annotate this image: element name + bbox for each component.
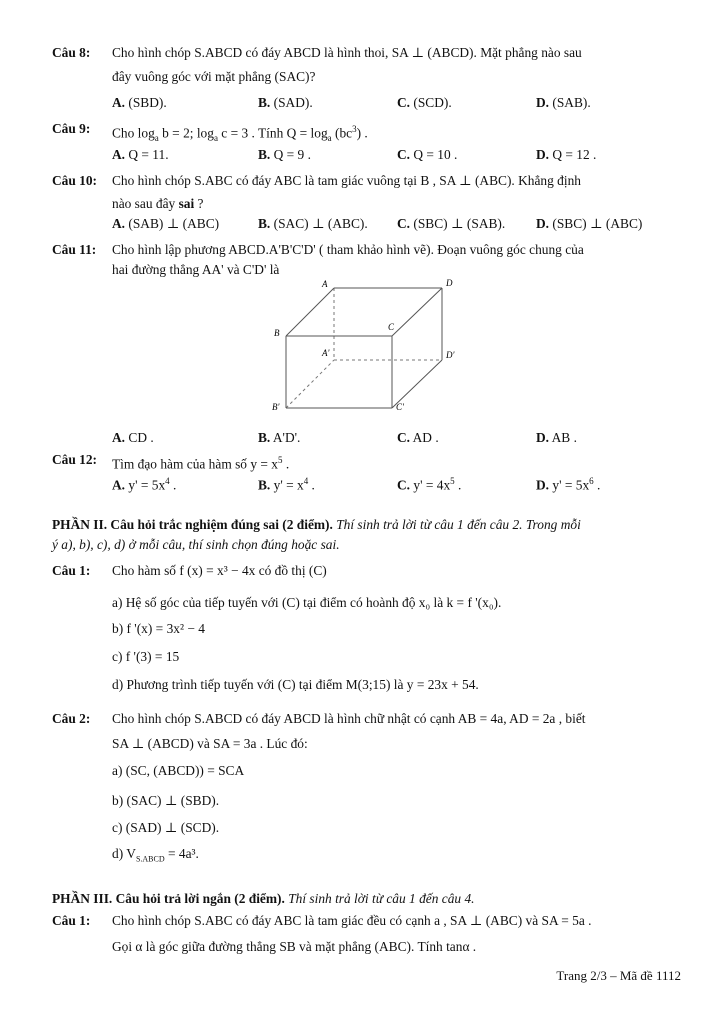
question-9-option-a: A. Q = 11. [112,147,169,162]
question-9-option-b: B. Q = 9 . [258,147,311,162]
vertex-label-c: C [388,322,395,332]
question-11-stem-line2: hai đường thẳng AA' và C'D' là [112,262,280,277]
question-12-option-a: A. $y' = 5x^4$ . [112,476,177,493]
question-11-option-d: D. AB . [536,430,577,445]
question-8-stem-line2: đây vuông góc với mặt phẳng (SAC)? [112,69,316,84]
question-8-stem-line1: Cho hình chóp S.ABCD có đáy ABCD là hình thoi, SA ⊥ (ABCD). Mặt phẳng nào sau [112,45,582,60]
question-10-option-d: D. (SBC) ⊥ (ABC) [536,216,643,231]
part-2-question-1-item-a: a) Hệ số góc của tiếp tuyến với (C) tại điểm có hoành độ x₀ là k = f '(x₀). [112,595,502,610]
question-12-stem: Tìm đạo hàm của hàm số $y = x^5$ . [112,455,290,472]
question-12-option-c: C. $y' = 4x^5$ . [397,476,462,493]
question-12-option-b: B. $y' = x^4$ . [258,476,315,493]
part-2-question-1-item-c: c) f '(3) = 15 [112,649,180,664]
question-9-stem: Cho $\log_a b = 2$; $\log_a c = 3$ . Tính $Q = \log_a (bc^3)$ . [112,124,368,144]
question-8-option-a: A. (SBD). [112,95,167,110]
question-10-stem-line1: Cho hình chóp S.ABC có đáy ABC là tam giác vuông tại B , SA ⊥ (ABC). Khẳng định [112,173,581,188]
part-2-question-2-stem-line2: SA ⊥ (ABCD) và SA = 3a . Lúc đó: [112,736,308,751]
part-2-question-2-label: Câu 2: [52,711,91,726]
question-11-option-c: C. AD . [397,430,439,445]
question-12-label: Câu 12: [52,452,98,467]
question-9-option-c: C. Q = 10 . [397,147,458,162]
question-10-stem-line2: nào sau đây sai ? [112,196,204,211]
vertex-label-d-prime: D' [446,350,455,360]
part-2-question-2-item-a: a) (SC, (ABCD)) = SCA [112,763,245,778]
question-9-label: Câu 9: [52,121,91,136]
part-2-question-2-stem-line1: Cho hình chóp S.ABCD có đáy ABCD là hình chữ nhật có cạnh AB = 4a, AD = 2a , biết [112,711,586,726]
vertex-label-d: D [446,278,453,288]
question-11-option-b: B. A'D'. [258,430,301,445]
question-8-option-d: D. (SAB). [536,95,591,110]
edge-c1-d1 [392,360,442,408]
vertex-label-a: A [322,279,328,289]
vertex-label-b-prime: B' [272,402,280,412]
page-footer: Trang 2/3 – Mã đề 1112 [556,968,681,983]
cube-figure [262,276,472,418]
edge-a-b [286,288,334,336]
vertex-label-a-prime: A' [322,348,330,358]
part-3-question-1-stem-line2: Gọi α là góc giữa đường thẳng SB và mặt phẳng (ABC). Tính tanα . [112,939,477,954]
part-2-question-2-item-b: b) (SAC) ⊥ (SBD). [112,793,220,808]
part-3-question-1-stem-line1: Cho hình chóp S.ABC có đáy ABC là tam giác đều có cạnh a , SA ⊥ (ABC) và SA = 5a . [112,913,592,928]
part-2-instructions: ý a), b), c), d) ở mỗi câu, thí sinh chọn đúng hoặc sai. [52,537,340,552]
question-9-option-d: D. Q = 12 . [536,147,597,162]
question-10-option-b: B. (SAC) ⊥ (ABC). [258,216,368,231]
part-2-question-1-stem: Cho hàm số f (x) = x³ − 4x có đồ thị (C) [112,563,327,578]
edge-b1-a1 [286,360,334,408]
part-3-question-1-label: Câu 1: [52,913,91,928]
part-3-heading: PHẦN III. Câu hỏi trả lời ngắn (2 điểm). Thí sinh trả lời từ câu 1 đến câu 4. [52,891,475,906]
edge-d-c [392,288,442,336]
question-8-label: Câu 8: [52,45,91,60]
part-2-question-1-item-d: d) Phương trình tiếp tuyến với (C) tại điểm M(3;15) là y = 23x + 54. [112,677,479,692]
part-2-question-2-item-c: c) (SAD) ⊥ (SCD). [112,820,220,835]
question-10-label: Câu 10: [52,173,98,188]
part-2-question-1-item-b: b) f '(x) = 3x² − 4 [112,621,205,636]
part-2-question-1-label: Câu 1: [52,563,91,578]
question-10-option-c: C. (SBC) ⊥ (SAB). [397,216,506,231]
question-11-label: Câu 11: [52,242,97,257]
vertex-label-b: B [274,328,280,338]
question-11-option-a: A. CD . [112,430,154,445]
question-11-stem-line1: Cho hình lập phương ABCD.A'B'C'D' ( tham khảo hình vẽ). Đoạn vuông góc chung của [112,242,584,257]
question-10-option-a: A. (SAB) ⊥ (ABC) [112,216,220,231]
part-2-question-2-item-d: d) $V_{S.ABCD} = 4a^3$. [112,846,199,864]
question-12-option-d: D. $y' = 5x^6$ . [536,476,601,493]
question-8-option-b: B. (SAD). [258,95,313,110]
part-2-heading: PHẦN II. Câu hỏi trắc nghiệm đúng sai (2 điểm). Thí sinh trả lời từ câu 1 đến câu 2. Trong mỗi [52,517,581,532]
question-8-option-c: C. (SCD). [397,95,452,110]
vertex-label-c-prime: C' [396,402,404,412]
